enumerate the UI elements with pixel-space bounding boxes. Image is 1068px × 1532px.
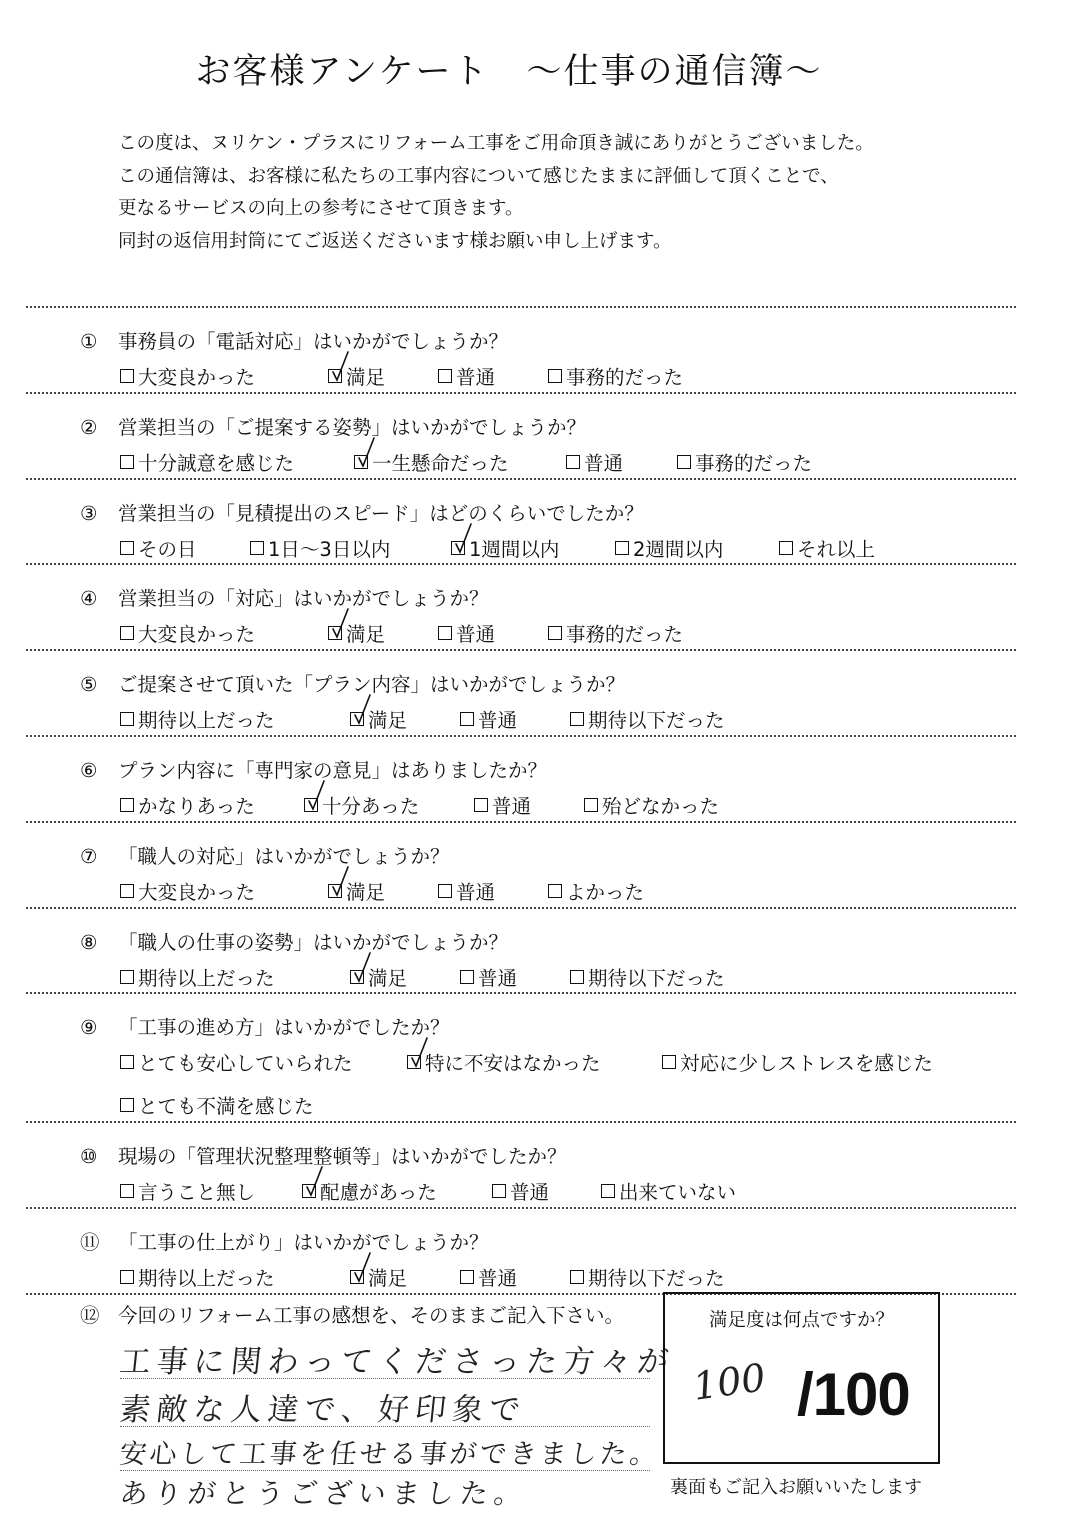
option-label: かなりあった (138, 795, 255, 818)
intro-line: 同封の返信用封筒にてご返送くださいます様お願い申し上げます。 (118, 230, 672, 252)
question-text: 「職人の仕事の姿勢」はいかがでしょうか？ (118, 931, 509, 954)
question-text: ご提案させて頂いた「プラン内容」はいかがでしょうか？ (118, 673, 626, 696)
option-checkbox[interactable] (566, 448, 623, 476)
option-label: 普通 (510, 1181, 550, 1204)
divider (26, 392, 1016, 394)
option-checkbox[interactable] (407, 1048, 601, 1076)
divider (26, 649, 1016, 651)
question-text: 今回のリフォーム工事の感想を、そのままご記入下さい。 (118, 1304, 625, 1327)
option-checkbox[interactable] (350, 1263, 407, 1291)
option-checkbox[interactable] (120, 448, 294, 476)
score-given[interactable]: 100 (690, 1355, 769, 1409)
handwritten-comment-line: ありがとうございました。 (118, 1477, 530, 1510)
page-title: お客様アンケート ～仕事の通信簿～ (195, 52, 823, 92)
option-checkbox[interactable] (584, 791, 719, 819)
option-label: 1週間以内 (469, 538, 560, 561)
intro-text (118, 128, 874, 258)
checkbox-checked-icon[interactable] (328, 369, 342, 383)
writing-line (120, 1470, 650, 1471)
question-text-row (80, 412, 586, 440)
question-text-row (80, 1227, 489, 1255)
question-number: ⑥ (80, 759, 98, 782)
option-label: 事務的だった (566, 366, 684, 389)
option-checkbox[interactable] (548, 877, 644, 905)
option-checkbox[interactable] (570, 705, 725, 733)
checkbox-icon[interactable] (570, 712, 584, 726)
option-checkbox[interactable] (120, 1048, 353, 1076)
checkmark-icon (330, 865, 352, 899)
option-checkbox[interactable] (438, 877, 495, 905)
option-checkbox[interactable] (302, 1177, 437, 1205)
option-label: 満足 (346, 366, 386, 389)
question-text: 営業担当の「対応」はいかがでしょうか？ (118, 587, 489, 610)
checkbox-icon[interactable] (662, 1055, 676, 1069)
checkmark-icon (409, 1036, 431, 1070)
intro-line: 更なるサービスの向上の参考にさせて頂きます。 (118, 198, 524, 219)
option-label: 期待以上だった (138, 709, 275, 732)
checkbox-checked-icon[interactable] (350, 712, 364, 726)
option-label: 2週間以内 (633, 538, 724, 561)
option-label: 十分誠意を感じた (138, 452, 295, 475)
option-label: 事務的だった (566, 623, 684, 646)
option-checkbox[interactable] (120, 1091, 314, 1119)
checkbox-icon[interactable] (438, 626, 452, 640)
checkbox-icon[interactable] (548, 626, 562, 640)
checkbox-checked-icon[interactable] (407, 1055, 421, 1069)
option-label: とても安心していられた (138, 1052, 353, 1075)
option-label: 期待以上だった (138, 1267, 275, 1290)
handwritten-comment-line: 安心して工事を任せる事ができました。 (118, 1439, 662, 1470)
option-checkbox[interactable] (662, 1048, 933, 1076)
divider (26, 735, 1016, 737)
option-label: よかった (566, 881, 645, 904)
option-checkbox[interactable] (350, 963, 407, 991)
option-checkbox[interactable] (779, 534, 875, 562)
score-total: /100 (797, 1361, 910, 1428)
question-number: ⑪ (80, 1231, 100, 1254)
checkbox-checked-icon[interactable] (302, 1184, 316, 1198)
checkbox-icon[interactable] (120, 455, 134, 469)
handwritten-comment-line: 素敵な人達で、好印象で (117, 1392, 528, 1428)
option-label: 事務的だった (695, 452, 813, 475)
option-checkbox[interactable] (570, 1263, 725, 1291)
checkbox-icon[interactable] (120, 1184, 134, 1198)
option-label: 満足 (346, 623, 386, 646)
question-text: プラン内容に「専門家の意見」はありましたか？ (118, 759, 548, 782)
option-checkbox[interactable] (350, 705, 407, 733)
option-checkbox[interactable] (328, 619, 385, 647)
checkbox-icon[interactable] (677, 455, 691, 469)
question-number: ⑤ (80, 673, 98, 696)
option-label: 殆どなかった (602, 795, 720, 818)
checkbox-icon[interactable] (120, 1098, 134, 1112)
option-checkbox[interactable] (120, 362, 255, 390)
option-checkbox[interactable] (328, 877, 385, 905)
option-label: その日 (138, 538, 197, 561)
checkbox-icon[interactable] (120, 1270, 134, 1284)
checkbox-icon[interactable] (460, 712, 474, 726)
option-label: 満足 (346, 881, 386, 904)
checkbox-icon[interactable] (474, 798, 488, 812)
question-text: 「職人の対応」はいかがでしょうか？ (118, 845, 450, 868)
checkbox-checked-icon[interactable] (328, 884, 342, 898)
option-checkbox[interactable] (120, 963, 275, 991)
intro-line: この度は、ヌリケン・プラスにリフォーム工事をご用命頂き誠にありがとうございました。 (118, 133, 874, 154)
checkbox-icon[interactable] (460, 1270, 474, 1284)
option-checkbox[interactable] (120, 534, 197, 562)
option-checkbox[interactable] (120, 619, 255, 647)
checkbox-icon[interactable] (584, 798, 598, 812)
checkmark-icon (306, 779, 328, 813)
question-text-row (80, 498, 644, 526)
option-label: 大変良かった (138, 881, 256, 904)
divider (26, 821, 1016, 823)
option-label: 期待以下だった (588, 967, 725, 990)
divider (26, 992, 1016, 994)
checkbox-icon[interactable] (779, 541, 793, 555)
option-checkbox[interactable] (451, 534, 559, 562)
option-checkbox[interactable] (120, 791, 255, 819)
checkbox-icon[interactable] (120, 970, 134, 984)
option-checkbox[interactable] (438, 619, 495, 647)
option-checkbox[interactable] (120, 1177, 255, 1205)
option-label: 普通 (478, 709, 518, 732)
option-checkbox[interactable] (250, 534, 390, 562)
divider (26, 478, 1016, 480)
option-label: 期待以下だった (588, 709, 725, 732)
option-label: 出来ていない (619, 1181, 737, 1204)
checkmark-icon (352, 1251, 374, 1285)
question-text: 「工事の進め方」はいかがでしたか？ (118, 1016, 450, 1039)
question-text: 営業担当の「見積提出のスピード」はどのくらいでしたか？ (118, 502, 644, 525)
score-box (663, 1292, 940, 1464)
checkmark-icon (352, 693, 374, 727)
option-label: 大変良かった (138, 366, 256, 389)
option-label: 普通 (478, 967, 518, 990)
option-checkbox[interactable] (438, 362, 495, 390)
option-label: 普通 (584, 452, 624, 475)
option-label: 対応に少しストレスを感じた (680, 1052, 933, 1075)
checkmark-icon (356, 436, 378, 470)
question-text-row (80, 927, 508, 955)
checkbox-checked-icon[interactable] (354, 455, 368, 469)
divider (26, 1207, 1016, 1209)
writing-line (120, 1378, 650, 1379)
option-checkbox[interactable] (677, 448, 812, 476)
checkmark-icon (352, 951, 374, 985)
option-checkbox[interactable] (120, 1263, 275, 1291)
option-label: 普通 (456, 366, 496, 389)
option-checkbox[interactable] (460, 1263, 517, 1291)
option-label: 期待以上だった (138, 967, 275, 990)
option-label: 満足 (368, 709, 408, 732)
question-number: ⑫ (80, 1304, 100, 1327)
checkbox-checked-icon[interactable] (328, 626, 342, 640)
option-label: 特に不安はなかった (425, 1052, 601, 1075)
checkbox-icon[interactable] (601, 1184, 615, 1198)
question-number: ② (80, 416, 98, 439)
checkbox-icon[interactable] (438, 369, 452, 383)
option-checkbox[interactable] (615, 534, 723, 562)
checkmark-icon (330, 607, 352, 641)
checkmark-icon (304, 1165, 326, 1199)
option-label: 十分あった (322, 795, 420, 818)
question-number: ⑨ (80, 1016, 98, 1039)
option-checkbox[interactable] (548, 362, 683, 390)
intro-line: この通信簿は、お客様に私たちの工事内容について感じたままに評価して頂くことで、 (118, 165, 839, 187)
option-label: 満足 (368, 1267, 408, 1290)
option-checkbox[interactable] (601, 1177, 736, 1205)
divider (26, 563, 1016, 565)
option-label: 普通 (478, 1267, 518, 1290)
checkbox-icon[interactable] (492, 1184, 506, 1198)
checkbox-icon[interactable] (250, 541, 264, 555)
divider (26, 306, 1016, 308)
option-checkbox[interactable] (460, 705, 517, 733)
option-label: 一生懸命だった (372, 452, 509, 475)
checkbox-icon[interactable] (120, 369, 134, 383)
question-text-row (80, 326, 508, 354)
checkbox-checked-icon[interactable] (451, 541, 465, 555)
back-note: 裏面もご記入お願いいたします (670, 1477, 922, 1498)
checkbox-icon[interactable] (548, 884, 562, 898)
comment-prompt (80, 1300, 624, 1328)
option-label: 普通 (456, 881, 496, 904)
option-label: 期待以下だった (588, 1267, 725, 1290)
question-number: ④ (80, 587, 98, 610)
option-checkbox[interactable] (304, 791, 419, 819)
option-label: とても不満を感じた (138, 1095, 314, 1118)
question-text-row (80, 583, 489, 611)
checkbox-icon[interactable] (120, 712, 134, 726)
checkbox-checked-icon[interactable] (304, 798, 318, 812)
option-checkbox[interactable] (120, 877, 255, 905)
checkbox-icon[interactable] (120, 541, 134, 555)
option-checkbox[interactable] (492, 1177, 549, 1205)
option-label: 配慮があった (320, 1181, 437, 1204)
option-label: それ以上 (797, 538, 876, 561)
question-number: ① (80, 330, 98, 353)
question-text-row (80, 1012, 450, 1040)
checkbox-icon[interactable] (438, 884, 452, 898)
checkbox-icon[interactable] (120, 1055, 134, 1069)
checkbox-icon[interactable] (566, 455, 580, 469)
checkbox-checked-icon[interactable] (350, 1270, 364, 1284)
checkbox-icon[interactable] (460, 970, 474, 984)
option-label: 1日～3日以内 (268, 538, 391, 561)
checkbox-icon[interactable] (548, 369, 562, 383)
option-checkbox[interactable] (354, 448, 509, 476)
option-label: 普通 (492, 795, 532, 818)
question-number: ⑧ (80, 931, 98, 954)
option-checkbox[interactable] (570, 963, 725, 991)
option-label: 普通 (456, 623, 496, 646)
divider (26, 1121, 1016, 1123)
checkbox-checked-icon[interactable] (350, 970, 364, 984)
divider (26, 907, 1016, 909)
checkbox-icon[interactable] (570, 970, 584, 984)
question-number: ⑩ (80, 1145, 98, 1168)
question-text: 事務員の「電話対応」はいかがでしょうか？ (118, 330, 509, 353)
checkbox-icon[interactable] (120, 884, 134, 898)
handwritten-comment-line: 工事に関わってくださった方々が (117, 1344, 677, 1380)
option-label: 満足 (368, 967, 408, 990)
checkbox-icon[interactable] (570, 1270, 584, 1284)
question-number: ⑦ (80, 845, 98, 868)
option-label: 言うこと無し (138, 1181, 256, 1204)
question-text-row (80, 841, 450, 869)
question-number: ③ (80, 502, 98, 525)
option-checkbox[interactable] (460, 963, 517, 991)
question-text: 営業担当の「ご提案する姿勢」はいかがでしょうか？ (118, 416, 587, 439)
checkmark-icon (330, 350, 352, 384)
question-text: 「工事の仕上がり」はいかがでしょうか？ (118, 1231, 489, 1254)
writing-line (120, 1426, 650, 1427)
option-checkbox[interactable] (474, 791, 531, 819)
option-checkbox[interactable] (548, 619, 683, 647)
option-checkbox[interactable] (120, 705, 275, 733)
question-text: 現場の「管理状況整理整頓等」はいかがでしたか？ (118, 1145, 567, 1168)
checkbox-icon[interactable] (120, 626, 134, 640)
score-label: 満足度は何点ですか？ (708, 1310, 894, 1331)
option-checkbox[interactable] (328, 362, 385, 390)
checkmark-icon (453, 522, 475, 556)
option-label: 大変良かった (138, 623, 256, 646)
checkbox-icon[interactable] (120, 798, 134, 812)
checkbox-icon[interactable] (615, 541, 629, 555)
